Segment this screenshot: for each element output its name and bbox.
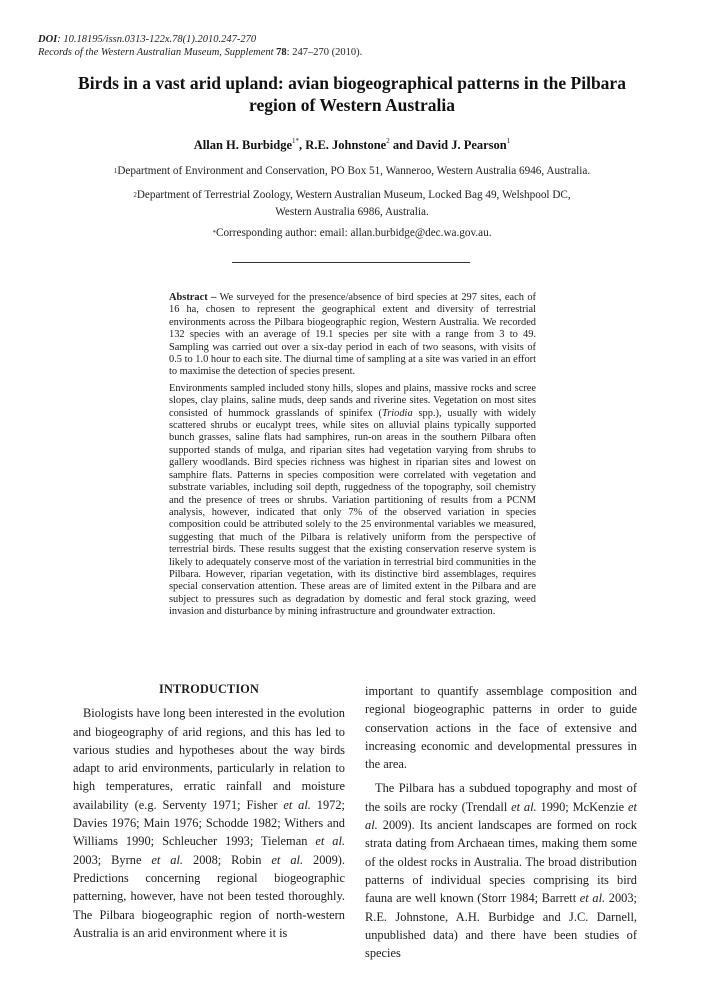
journal-pages-year: : 247–270 (2010). bbox=[286, 47, 363, 58]
et-al: et al. bbox=[511, 799, 537, 814]
abstract-label: Abstract – bbox=[169, 292, 217, 303]
genus-name: Triodia bbox=[382, 407, 413, 419]
author-affiliation-mark: 1* bbox=[292, 137, 300, 145]
section-heading-introduction: INTRODUCTION bbox=[159, 682, 259, 696]
body-paragraph bbox=[365, 779, 637, 962]
body-text: 2003; R.E. Johnstone, A.H. Burbidge and J.C. Darnell, unpublished data) and there have been studies of species bbox=[365, 891, 637, 961]
author-affiliation-mark: 1 bbox=[506, 137, 511, 145]
body-text: 1972; Davies 1976; Main 1976; Schodde 1982; Withers and Williams 1990; Schleucher 1993; Tieleman bbox=[73, 797, 345, 849]
body-paragraph: important to quantify assemblage composition and regional biogeographic patterns in order to guide conservation actions in the face of extensive and increasing economic and developmental pressures in the area. bbox=[365, 684, 637, 772]
et-al: et al. bbox=[579, 891, 606, 906]
abstract bbox=[169, 292, 536, 623]
corresponding-mark: * bbox=[212, 229, 216, 237]
abstract-text: Environments sampled included stony hills, slopes and plains, massive rocks and scree slopes, clay plains, saline muds, deep sands and riverine sites. Vegetation on most sites consisted of hummock grasslands of spinifex ( bbox=[169, 382, 536, 419]
affiliation-2 bbox=[30, 187, 674, 221]
corresponding-author bbox=[30, 225, 674, 242]
corresponding-email[interactable]: Corresponding author: email: allan.burbidge@dec.wa.gov.au. bbox=[215, 227, 492, 239]
body-text: 2008; Robin bbox=[183, 852, 272, 867]
body-column-right bbox=[365, 682, 637, 962]
et-al: et al. bbox=[315, 834, 345, 849]
author-affiliation-mark: 2 bbox=[386, 137, 390, 145]
journal-name: Records of the Western Australian Museum, Supplement bbox=[38, 47, 277, 58]
et-al: et al. bbox=[283, 797, 311, 812]
author-name: Allan H. Burbidge bbox=[193, 138, 293, 152]
body-text: 1990; McKenzie bbox=[536, 799, 629, 814]
et-al: et al. bbox=[271, 852, 304, 867]
doi-line bbox=[38, 33, 256, 46]
author-name: David J. Pearson bbox=[416, 138, 507, 152]
abstract-text: We surveyed for the presence/absence of bird species at 297 sites, each of 16 ha, chosen to represent the geographical extent and diversity of terrestrial environments across the Pilbara biogeographic region, Western Australia. We recorded 132 species with an average of 19.1 species per site with a range from 3 to 49. Sampling was carried out over a six-day period in each of two seasons, with visits of 0.5 to 1.0 hour to each site. The diurnal time of sampling at a site was varied in an effort to maximise the detection of species present. bbox=[169, 292, 536, 378]
body-text: Biologists have long been interested in the evolution and biogeography of arid regions, and this has led to various studies and hypotheses about the way birds adapt to arid environments, particularly in relation to high temperatures, erratic rainfall and moisture availability (e.g. Serventy 1971; Fisher bbox=[73, 706, 345, 812]
doi-value[interactable]: : 10.18195/issn.0313-122x.78(1).2010.247-270 bbox=[57, 34, 257, 45]
author-name: R.E. Johnstone bbox=[305, 138, 387, 152]
journal-citation bbox=[38, 46, 362, 59]
body-text: 2003; Byrne bbox=[73, 852, 152, 867]
title-line-1: Birds in a vast arid upland: avian biogeographical patterns in the Pilbara bbox=[78, 73, 626, 93]
affiliation-1 bbox=[30, 163, 674, 180]
abstract-paragraph-1 bbox=[169, 292, 536, 379]
body-paragraph bbox=[73, 704, 345, 942]
title-line-2: region of Western Australia bbox=[249, 95, 455, 115]
author-list bbox=[40, 138, 664, 153]
separator-rule bbox=[232, 262, 470, 263]
body-column-left bbox=[73, 680, 345, 942]
paper-title bbox=[40, 72, 664, 116]
abstract-paragraph-2 bbox=[169, 383, 536, 619]
et-al: et al. bbox=[151, 852, 184, 867]
author-separator: , bbox=[299, 138, 306, 152]
affiliation-text: Department of Environment and Conservation, PO Box 51, Wanneroo, Western Australia 6946, Australia. bbox=[117, 165, 591, 177]
doi-label: DOI bbox=[38, 34, 58, 45]
body-text: The Pilbara has a subdued topography and most of the soils are rocky (Trendall bbox=[365, 781, 637, 814]
journal-volume: 78 bbox=[276, 47, 287, 58]
author-separator: and bbox=[389, 138, 417, 152]
affiliation-mark: 2 bbox=[133, 191, 137, 199]
affiliation-text-line-2: Western Australia 6986, Australia. bbox=[275, 206, 429, 218]
affiliation-mark: 1 bbox=[113, 167, 118, 175]
et-al: et al. bbox=[365, 799, 637, 833]
body-text: 2009). Predictions concerning regional biogeographic patterning, however, have not been tested thoroughly. The Pilbara biogeographic region of north-western Australia is an arid environment where it is bbox=[73, 852, 346, 940]
body-text: 2009). Its ancient landscapes are formed on rock strata dating from Archaean times, making them some of the oldest rocks in Australia. The broad distribution patterns of individual species comprising its bird fauna are well known (Storr 1984; Barrett bbox=[365, 818, 637, 906]
affiliation-text: Department of Terrestrial Zoology, Western Australian Museum, Locked Bag 49, Welshpool DC, bbox=[136, 189, 571, 201]
abstract-text: spp.), usually with widely scattered shrubs or eucalypt trees, while sites on alluvial plains typically supported bunch grasses, saline flats had samphires, run-on areas in the southern Pilbara often supported stands of mulga, and riparian sites had vegetation varying from shrubs to gallery woodlands. Bird species richness was highest in riparian sites and lowest on samphire flats. Patterns in species composition were correlated with vegetation and substrate variables, including soil depth, ruggedness of the topography, soil chemistry and the presence of trees or shrubs. Variation partitioning of results from a PCNM analysis, however, indicated that only 7% of the observed variation in species composition could be attributed solely to the 25 environmental variables we measured, suggesting that much of the Pilbara is relatively uniform from the perspective of terrestrial birds. These results suggest that the existing conservation reserve system is likely to adequately conserve most of the variation in terrestrial bird communities in the Pilbara. However, riparian vegetation, with its distinctive bird assemblages, requires special conservation attention. These areas are of limited extent in the Pilbara and are subject to pressures such as degradation by domestic and feral stock grazing, weed invasion and disturbance by mining infrastructure and groundwater extraction. bbox=[169, 407, 537, 618]
